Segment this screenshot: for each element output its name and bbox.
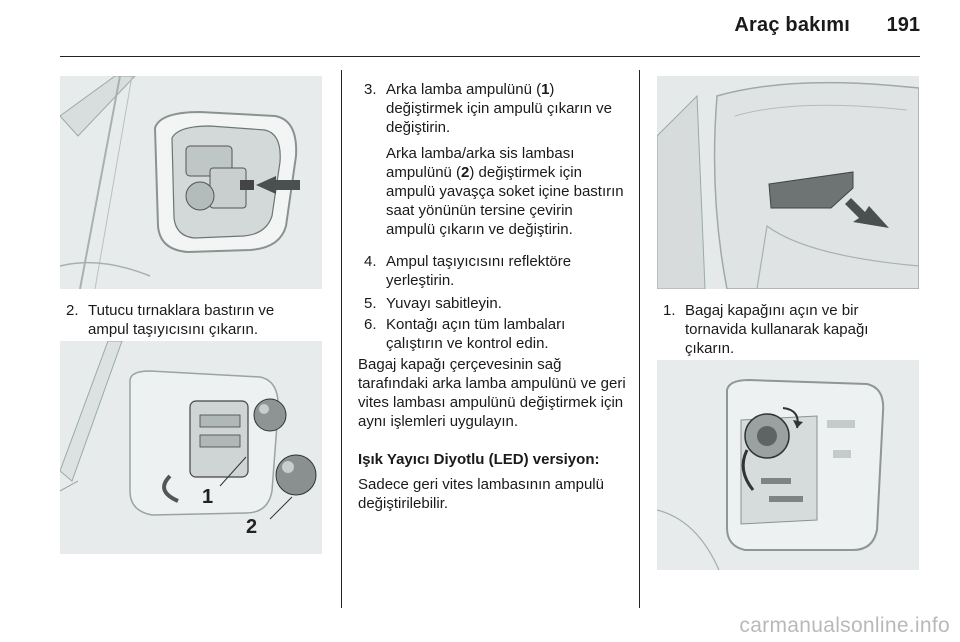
header-rule	[60, 56, 920, 57]
step-number: 4.	[364, 253, 377, 270]
step-text: Yuvayı sabitleyin.	[386, 295, 502, 312]
step-number: 1.	[663, 302, 676, 319]
callout-1: 1	[202, 486, 214, 508]
led-paragraph: Sadece geri vites lambasının ampulü değiştirilebilir.	[358, 476, 604, 512]
body-paragraph: Bagaj kapağı çerçevesinin sağ tarafındaki arka lamba ampulünü ve geri vites lambası ampulünü değiştirmek için aynı işlemleri uygulayın.	[358, 356, 626, 430]
step-6	[364, 315, 626, 353]
step-text: Tutucu tırnaklara bastırın ve ampul taşıyıcısını çıkarın.	[88, 302, 275, 338]
column-divider-right	[639, 70, 640, 608]
chapter-title: Araç bakımı	[734, 14, 850, 36]
step-number: 5.	[364, 295, 377, 312]
step-number: 3.	[364, 81, 377, 98]
ref-2: 2	[461, 164, 470, 181]
illustration-bulb-carrier	[60, 341, 322, 554]
step-text: Ampul taşıyıcısını reflektöre yerleştirin.	[386, 253, 572, 289]
led-heading: Işık Yayıcı Diyotlu (LED) versiyon:	[358, 451, 600, 468]
step-text: Kontağı açın tüm lambaları çalıştırın ve kontrol edin.	[386, 316, 566, 352]
step-3-sub: Arka lamba/arka sis lambası ampulünü (2) değiştirmek için ampulü yavaşça soket içine bastırın saat yönünün tersine çevirin ampulü çıkarın ve değiştirin.	[386, 145, 624, 238]
step-number: 2.	[66, 302, 79, 319]
illustration-bulb-socket	[657, 360, 919, 570]
step-2	[66, 301, 316, 339]
step-4	[364, 252, 626, 290]
step-3	[364, 80, 626, 239]
page-number: 191	[886, 14, 920, 36]
callout-2: 2	[246, 516, 258, 538]
illustration-lamp-housing-open	[60, 76, 322, 289]
step-5	[364, 294, 626, 313]
step-3-main: Arka lamba ampulünü (1) değiştirmek için ampulü çıkarın ve değiştirin.	[386, 81, 612, 136]
column-divider-left	[341, 70, 342, 608]
watermark: carmanualsonline.info	[739, 614, 950, 637]
step-1	[663, 301, 913, 358]
step-text: Bagaj kapağını açın ve bir tornavida kullanarak kapağı çıkarın.	[685, 302, 869, 357]
ref-1: 1	[541, 81, 550, 98]
illustration-tailgate-cover	[657, 76, 919, 289]
step-number: 6.	[364, 316, 377, 333]
